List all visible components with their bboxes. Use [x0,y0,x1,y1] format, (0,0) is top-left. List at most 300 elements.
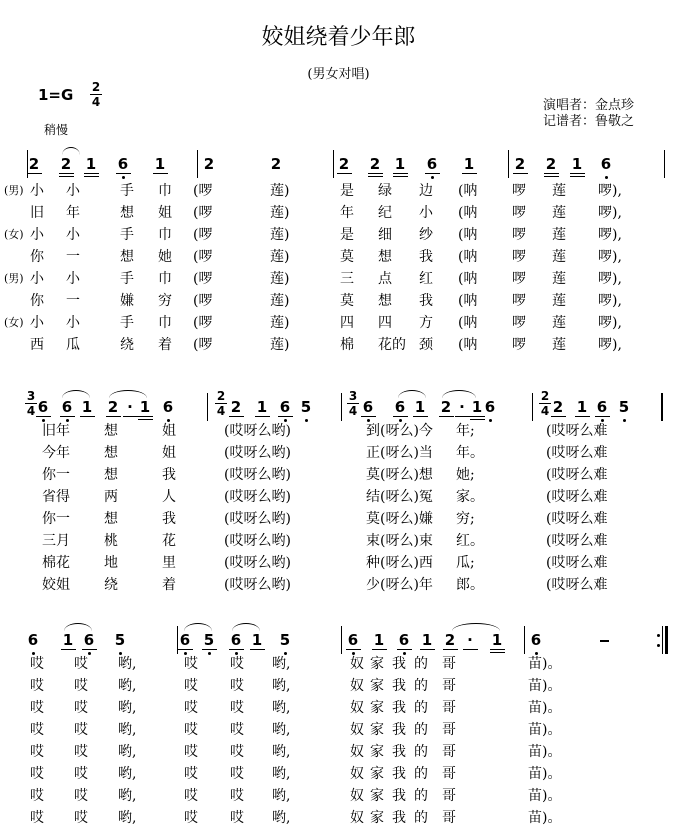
lyric-word: 哟, [272,678,291,694]
lyric-word: 你一 [42,511,70,527]
jianpu-note: 1 [139,398,151,416]
voice-tag: (男) [4,272,24,285]
lyric-word: 我 [419,293,433,309]
lyric-word: 着 [162,577,176,593]
underline-beam [463,649,478,650]
lyric-word: 绕 [120,337,134,353]
lyric-word: 哟, [118,744,137,760]
lyric-word: 莫(呀么)想 [366,467,433,483]
jianpu-note: 2 [203,155,215,173]
underline-beam [229,416,244,417]
lyric-word: (哎呀么难 [546,511,608,527]
lyric-word: 颈 [419,337,433,353]
lyric-word: 我 [419,249,433,265]
lyric-word: 奴 [350,722,364,738]
lyric-word: 莲) [270,205,290,221]
jianpu-note: 1 [491,631,503,649]
lyric-word: (哎呀么难 [546,445,608,461]
lyric-word: 家 [370,678,384,694]
lyric-word: 莲) [270,271,290,287]
lyric-word: 啰 [512,205,526,221]
lyric-word: 年; [456,423,475,439]
lyric-word: 哎 [184,656,198,672]
lyric-word: 小 [30,227,44,243]
lyric-word: 哎 [74,744,88,760]
lyric-word: 你一 [42,467,70,483]
lyric-word: 奴 [350,744,364,760]
lyric-word: 红。 [456,533,484,549]
jianpu-note: 6 [179,631,191,649]
lyric-word: (哎呀么难 [546,467,608,483]
lyric-word: 小 [66,271,80,287]
lyric-word: (啰 [193,293,213,309]
underline-beam [439,416,454,417]
lyric-word: 哟, [118,766,137,782]
lyric-word: (哎呀么哟) [224,555,291,571]
voice-tag: (女) [4,316,24,329]
jianpu-note: 5 [618,398,630,416]
lyric-word: 哎 [74,700,88,716]
lyric-word: 姐 [162,423,176,439]
lyric-word: 莲 [552,293,566,309]
jianpu-note: 6 [230,631,242,649]
barline [341,393,342,421]
underline-beam [513,173,528,174]
jianpu-note: 6 [279,398,291,416]
jianpu-note: 2 [230,398,242,416]
lyric-word: 小 [30,183,44,199]
lyric-word: 巾 [158,315,172,331]
lyric-word: 我 [392,678,406,694]
lyric-word: 哟, [118,700,137,716]
lyric-word: 哎 [230,678,244,694]
lyric-word: 巾 [158,227,172,243]
lyric-word: 莲 [552,315,566,331]
lyric-word: 哟, [118,722,137,738]
lyric-word: 棉花 [42,555,70,571]
lyric-word: 年。 [456,445,484,461]
final-barline [665,626,668,654]
underline-beam [397,649,412,650]
lyric-word: 苗)。 [528,678,562,694]
lyric-word: 哟, [118,678,137,694]
lyric-word: 哎 [184,700,198,716]
underline-beam [278,416,293,417]
octave-dot [305,419,308,422]
underline-beam [84,173,99,174]
voice-tag: (女) [4,228,24,241]
lyric-word: 哎 [74,766,88,782]
lyric-word: 的 [414,700,428,716]
lyric-word: 今年 [42,445,70,461]
lyric-word: 手 [120,315,134,331]
lyric-word: (啰 [193,249,213,265]
measure-time-upper: 2 [540,389,550,403]
lyric-word: 莲 [552,227,566,243]
lyric-word: 姣姐 [42,577,70,593]
lyric-word: 哥 [442,766,456,782]
lyric-word: 三 [340,271,354,287]
underline-beam [393,176,408,177]
barline [508,150,509,178]
lyric-word: 哎 [30,744,44,760]
lyric-word: 家 [370,722,384,738]
lyric-word: 棉 [340,337,354,353]
lyric-word: 啰), [598,337,622,353]
lyric-word: 哎 [184,678,198,694]
lyric-word: 想 [104,467,118,483]
underline-beam [346,649,361,650]
time-signature-lower: 4 [91,95,101,109]
underline-beam [490,652,505,653]
slur-mark [109,390,147,398]
underline-beam [337,173,352,174]
lyric-word: 花 [162,533,176,549]
octave-dot [489,419,492,422]
lyric-word: 我 [162,511,176,527]
lyric-word: (哎呀么哟) [224,577,291,593]
lyric-word: 哎 [184,722,198,738]
lyric-word: 家 [370,788,384,804]
lyric-word: 莲 [552,249,566,265]
underline-beam [575,416,590,417]
jianpu-note: 6 [83,631,95,649]
lyric-word: (哎呀么难 [546,423,608,439]
lyric-word: 少(呀么)年 [366,577,433,593]
lyric-word: 哎 [184,744,198,760]
lyric-word: 小 [66,183,80,199]
lyric-word: (哎呀么哟) [224,533,291,549]
underline-beam [420,649,435,650]
lyric-word: 点 [378,271,392,287]
lyric-word: 红 [419,271,433,287]
lyric-word: (呐 [458,227,478,243]
jianpu-note: 1 [251,631,263,649]
lyric-word: 结(呀么)冤 [366,489,433,505]
lyric-word: 桃 [104,533,118,549]
jianpu-note: 5 [279,631,291,649]
lyric-word: 哎 [184,788,198,804]
lyric-word: 地 [104,555,118,571]
lyric-word: 哟, [272,766,291,782]
lyric-word: (哎呀么哟) [224,467,291,483]
slur-mark [62,147,80,155]
underline-beam [84,176,99,177]
jianpu-note: 6 [484,398,496,416]
dash-note [600,640,609,642]
jianpu-note: 5 [300,398,312,416]
underline-beam [178,649,193,650]
lyric-word: 莲) [270,183,290,199]
lyric-word: 她 [158,249,172,265]
underline-beam [570,173,585,174]
lyric-word: 哎 [30,678,44,694]
lyric-word: 里 [162,555,176,571]
jianpu-note: 1 [85,155,97,173]
lyric-word: (呐 [458,249,478,265]
slur-mark [398,390,426,398]
singer-credit: 演唱者：金点珍 [543,98,635,113]
lyric-word: 的 [414,766,428,782]
underline-beam [59,173,74,174]
lyric-word: 一 [66,293,80,309]
jianpu-note: 6 [162,398,174,416]
lyric-word: (呐 [458,315,478,331]
lyric-word: 啰 [512,249,526,265]
lyric-word: 小 [419,205,433,221]
lyric-word: 哟, [272,810,291,826]
lyric-word: 我 [392,700,406,716]
jianpu-note: 5 [203,631,215,649]
lyric-word: (啰 [193,205,213,221]
jianpu-note: 1 [576,398,588,416]
lyric-word: 哥 [442,788,456,804]
jianpu-note: 2 [338,155,350,173]
lyric-word: 手 [120,227,134,243]
lyric-word: 想 [104,445,118,461]
underline-beam [36,416,51,417]
lyric-word: 哎 [230,656,244,672]
lyric-word: 年 [66,205,80,221]
underline-beam [27,173,42,174]
measure-time-lower: 4 [540,404,550,418]
lyric-word: 想 [120,205,134,221]
lyric-word: 种(呀么)西 [366,555,433,571]
measure-time-lower: 4 [26,404,36,418]
song-title: 姣姐绕着少年郎 [261,25,416,50]
underline-beam [455,416,470,417]
octave-dot [623,419,626,422]
lyric-word: 哎 [74,656,88,672]
lyric-word: 哎 [30,766,44,782]
lyric-word: 边 [419,183,433,199]
lyric-word: 家。 [456,489,484,505]
repeat-dot [657,634,660,637]
lyric-word: (哎呀么哟) [224,489,291,505]
lyric-word: 哥 [442,656,456,672]
lyric-word: 瓜; [456,555,475,571]
lyric-word: 莲) [270,337,290,353]
lyric-word: (哎呀么哟) [224,445,291,461]
lyric-word: 哎 [74,722,88,738]
underline-beam [138,416,153,417]
underline-beam [544,173,559,174]
lyric-word: 苗)。 [528,766,562,782]
lyric-word: (啰 [193,227,213,243]
lyric-word: 莲) [270,227,290,243]
lyric-word: 莲) [270,293,290,309]
underline-beam [59,176,74,177]
lyric-word: (呐 [458,293,478,309]
lyric-word: 绕 [104,577,118,593]
barline [197,150,198,178]
slur-mark [62,390,90,398]
lyric-word: 着 [158,337,172,353]
lyric-word: 你 [30,293,44,309]
octave-dot [122,176,125,179]
lyric-word: 哟, [272,722,291,738]
lyric-word: 啰), [598,271,622,287]
lyric-word: 西 [30,337,44,353]
lyric-word: (哎呀么哟) [224,511,291,527]
jianpu-note: 6 [398,631,410,649]
jianpu-note: 6 [362,398,374,416]
jianpu-note: 5 [114,631,126,649]
lyric-word: 小 [66,227,80,243]
lyric-word: 哥 [442,810,456,826]
lyric-word: 纱 [419,227,433,243]
song-subtitle: (男女对唱) [307,67,370,82]
lyric-word: 哥 [442,722,456,738]
lyric-word: 奴 [350,788,364,804]
lyric-word: 苗)。 [528,722,562,738]
lyric-word: 莲 [552,205,566,221]
lyric-word: 莫 [340,249,354,265]
lyric-word: 方 [419,315,433,331]
jianpu-note: 2 [545,155,557,173]
lyric-word: 哟, [118,810,137,826]
lyric-word: 的 [414,656,428,672]
voice-tag: (男) [4,184,24,197]
lyric-word: 正(呀么)当 [366,445,433,461]
lyric-word: (呐 [458,205,478,221]
lyric-word: (哎呀么难 [546,577,608,593]
lyric-word: 我 [392,788,406,804]
lyric-word: (哎呀么哟) [224,423,291,439]
lyric-word: 郎。 [456,577,484,593]
lyric-word: 哟, [272,788,291,804]
lyric-word: 奴 [350,700,364,716]
underline-beam [413,416,428,417]
lyric-word: 四 [340,315,354,331]
lyric-word: 她; [456,467,475,483]
lyric-word: (啰 [193,183,213,199]
barline [661,393,662,421]
underline-beam [123,416,138,417]
underline-beam [80,416,95,417]
lyric-word: 啰 [512,293,526,309]
lyric-word: 我 [162,467,176,483]
lyric-word: 莫 [340,293,354,309]
jianpu-note: 6 [394,398,406,416]
lyric-word: 巾 [158,271,172,287]
lyric-word: 哟, [272,700,291,716]
lyric-word: 莲 [552,183,566,199]
jianpu-note: 2 [440,398,452,416]
lyric-word: 想 [104,423,118,439]
lyric-word: 哎 [184,810,198,826]
lyric-word: (哎呀么难 [546,555,608,571]
lyric-word: 细 [378,227,392,243]
lyric-word: 到(呀么)今 [366,423,433,439]
jianpu-note: 2 [60,155,72,173]
lyric-word: 的 [414,810,428,826]
lyric-word: (呐 [458,183,478,199]
lyric-word: 啰), [598,315,622,331]
lyric-word: 莲 [552,337,566,353]
underline-beam [202,649,217,650]
lyric-word: 旧年 [42,423,70,439]
underline-beam [106,416,121,417]
lyric-word: 哟, [118,656,137,672]
lyric-word: 啰), [598,227,622,243]
lyric-word: 苗)。 [528,656,562,672]
barline [662,626,663,654]
jianpu-note: · [459,398,465,416]
underline-beam [368,173,383,174]
jianpu-note: 2 [444,631,456,649]
underline-beam [250,649,265,650]
lyric-word: 穷 [158,293,172,309]
jianpu-note: 1 [256,398,268,416]
lyric-word: 绿 [378,183,392,199]
barline [532,393,533,421]
time-signature-upper: 2 [91,80,101,94]
lyric-word: 莲 [552,271,566,287]
jianpu-note: 2 [369,155,381,173]
lyric-word: 哥 [442,744,456,760]
lyric-word: 啰 [512,337,526,353]
lyric-word: 哟, [118,788,137,804]
measure-time-lower: 4 [216,404,226,418]
jianpu-note: 6 [596,398,608,416]
lyric-word: 我 [392,722,406,738]
underline-beam [372,649,387,650]
lyric-word: 哎 [74,788,88,804]
slur-mark [452,623,500,631]
lyric-word: 哎 [74,810,88,826]
jianpu-note: · [127,398,133,416]
lyric-word: 年 [340,205,354,221]
lyric-word: 哥 [442,700,456,716]
underline-beam [462,173,477,174]
lyric-word: 想 [104,511,118,527]
lyric-word: 我 [392,766,406,782]
slur-mark [64,623,92,631]
underline-beam [490,649,505,650]
lyric-word: 是 [340,183,354,199]
lyric-word: (呐 [458,337,478,353]
lyric-word: 哎 [30,722,44,738]
jianpu-note: 6 [117,155,129,173]
jianpu-note: 1 [62,631,74,649]
jianpu-note: 2 [28,155,40,173]
octave-dot [431,176,434,179]
lyric-word: 三月 [42,533,70,549]
lyric-word: (呐 [458,271,478,287]
lyric-word: 巾 [158,183,172,199]
lyric-word: 四 [378,315,392,331]
lyric-word: 穷; [456,511,475,527]
lyric-word: 哎 [230,810,244,826]
lyric-word: 我 [392,744,406,760]
barline [333,150,334,178]
lyric-word: 小 [66,315,80,331]
jianpu-note: 6 [61,398,73,416]
underline-beam [443,649,458,650]
lyric-word: 我 [392,810,406,826]
lyric-word: 手 [120,183,134,199]
jianpu-note: 1 [463,155,475,173]
lyric-word: 苗)。 [528,788,562,804]
lyric-word: 奴 [350,810,364,826]
key-signature: 1=G [38,86,74,104]
lyric-word: 奴 [350,766,364,782]
lyric-word: 哎 [30,810,44,826]
slur-mark [442,390,476,398]
lyric-word: 想 [120,249,134,265]
barline [664,150,665,178]
